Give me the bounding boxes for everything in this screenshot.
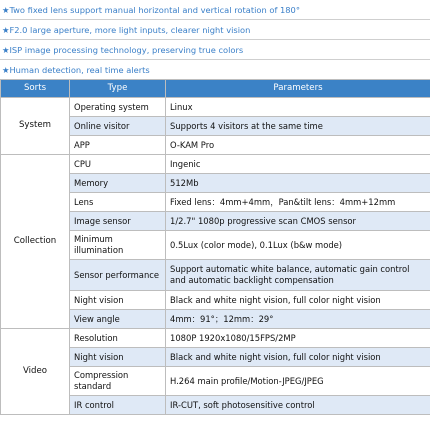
param-cell: 1080P 1920x1080/15FPS/2MP <box>166 329 430 348</box>
type-cell: Online visitor <box>70 117 166 136</box>
type-cell: Resolution <box>70 329 166 348</box>
param-cell: Ingenic <box>166 155 430 174</box>
header-type: Type <box>70 80 166 98</box>
sort-collection: Collection <box>1 155 70 329</box>
param-cell: 0.5Lux (color mode), 0.1Lux (b&w mode) <box>166 231 430 260</box>
param-cell: O-KAM Pro <box>166 136 430 155</box>
spec-table <box>0 79 430 415</box>
type-cell: Night vision <box>70 291 166 310</box>
divider <box>0 59 430 60</box>
type-cell: Sensor performance <box>70 260 166 291</box>
param-cell: Black and white night vision, full color night vision <box>166 291 430 310</box>
param-cell: Black and white night vision, full color night vision <box>166 348 430 367</box>
param-cell: Linux <box>166 98 430 117</box>
type-cell: Minimum illumination <box>70 231 166 260</box>
param-cell: Fixed lens：4mm+4mm，Pan&tilt lens：4mm+12mm <box>166 193 430 212</box>
type-cell: APP <box>70 136 166 155</box>
type-cell: Compression standard <box>70 367 166 396</box>
header-parameters: Parameters <box>166 80 430 98</box>
type-cell: Operating system <box>70 98 166 117</box>
table-row <box>1 155 430 174</box>
param-cell: 1/2.7" 1080p progressive scan CMOS sensor <box>166 212 430 231</box>
feature-item: ★Human detection, real time alerts <box>2 65 150 75</box>
divider <box>0 39 430 40</box>
sort-system: System <box>1 98 70 155</box>
feature-item: ★F2.0 large aperture, more light inputs, clearer night vision <box>2 25 251 35</box>
param-cell: IR-CUT, soft photosensitive control <box>166 396 430 415</box>
sort-video: Video <box>1 329 70 415</box>
feature-item: ★Two fixed lens support manual horizontal and vertical rotation of 180° <box>2 5 300 15</box>
param-cell: 512Mb <box>166 174 430 193</box>
param-cell: 4mm：91°；12mm：29° <box>166 310 430 329</box>
param-cell: Support automatic white balance, automatic gain control and automatic backlight compensation <box>166 260 430 291</box>
table-header-row <box>1 80 430 98</box>
header-sorts: Sorts <box>1 80 70 98</box>
type-cell: Memory <box>70 174 166 193</box>
type-cell: View angle <box>70 310 166 329</box>
table-row <box>1 98 430 117</box>
divider <box>0 19 430 20</box>
feature-item: ★ISP image processing technology, preserving true colors <box>2 45 244 55</box>
table-row <box>1 329 430 348</box>
param-cell: Supports 4 visitors at the same time <box>166 117 430 136</box>
type-cell: Image sensor <box>70 212 166 231</box>
type-cell: CPU <box>70 155 166 174</box>
type-cell: Lens <box>70 193 166 212</box>
type-cell: IR control <box>70 396 166 415</box>
type-cell: Night vision <box>70 348 166 367</box>
param-cell: H.264 main profile/Motion-JPEG/JPEG <box>166 367 430 396</box>
